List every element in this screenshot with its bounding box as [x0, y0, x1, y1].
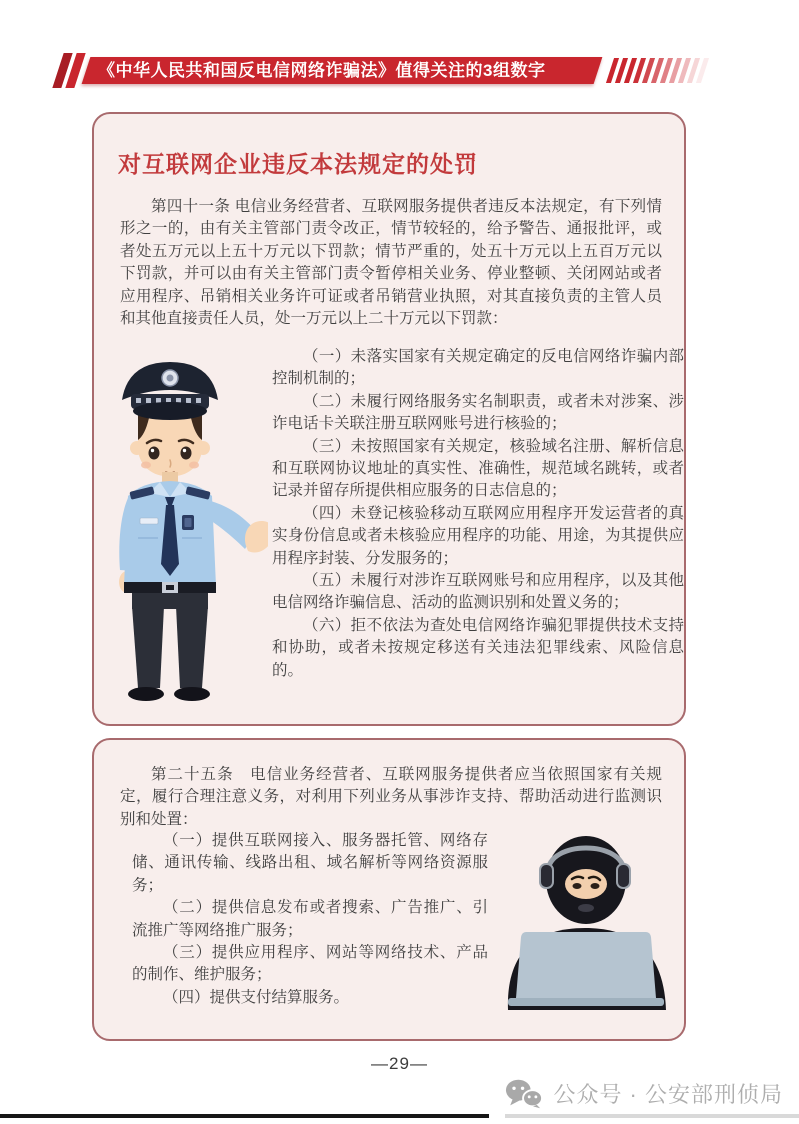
official-account-watermark — [505, 1078, 783, 1109]
hacker-illustration — [490, 828, 680, 1010]
penalty-item-list — [272, 346, 684, 682]
duty-item-list — [132, 830, 488, 1009]
bottom-bar-light-segment — [505, 1114, 799, 1118]
duty-list-item: （二）提供信息发布或者搜索、广告推广、引流推广等网络推广服务； — [132, 899, 488, 939]
duty-list-item: （三）提供应用程序、网站等网络技术、产品的制作、维护服务； — [132, 944, 488, 984]
penalty-intro-paragraph: 第四十一条 电信业务经营者、互联网服务提供者违反本法规定，有下列情形之一的，由有关主管部门责令改正，情节较轻的，给予警告、通报批评，或者处五万元以上五十万元以下罚款；情节严重的，处五十万元以上五百万元以下罚款，并可以由有关主管部门责令暂停相关业务、停业整顿、关闭网站或者应用程序、吊销相关业务许可证或者吊销营业执照，对其直接负责的主管人员和其他直接责任人员，处一万元以上二十万元以下罚款： — [120, 198, 662, 328]
duty-intro-paragraph: 第二十五条 电信业务经营者、互联网服务提供者应当依照国家有关规定，履行合理注意义务，对利用下列业务从事涉诈支持、帮助活动进行监测识别和处置： — [120, 766, 662, 828]
banner-title: 《中华人民共和国反电信网络诈骗法》值得关注的3组数字 — [98, 61, 546, 80]
duty-section-box — [92, 738, 686, 1041]
watermark-text: 公众号 · 公安部刑侦局 — [553, 1082, 783, 1107]
duty-list-item: （一）提供互联网接入、服务器托管、网络存储、通讯传输、线路出租、域名解析等网络资源服务； — [132, 832, 488, 894]
penalty-list-item: （二）未履行网络服务实名制职责，或者未对涉案、涉诈电话卡关联注册互联网账号进行核验的； — [272, 392, 684, 433]
bottom-edge-bar — [0, 1114, 799, 1118]
penalty-section-box — [92, 112, 686, 726]
wechat-icon — [505, 1078, 543, 1109]
page-number: —29— — [371, 1054, 428, 1073]
penalty-list-item: （三）未按照国家有关规定，核验域名注册、解析信息和互联网协议地址的真实性、准确性，规范域名跳转，或者记录并留存所提供相应服务的日志信息的； — [272, 437, 684, 500]
penalty-list-item: （一）未落实国家有关规定确定的反电信网络诈骗内部控制机制的； — [272, 348, 684, 388]
penalty-list-item: （四）未登记核验移动互联网应用程序开发运营者的真实身份信息或者未核验应用程序的功能、用途，为其提供应用程序封装、分发服务的； — [272, 504, 684, 567]
bottom-bar-dark-segment — [0, 1114, 489, 1118]
penalty-section-title: 对互联网企业违反本法规定的处罚 — [118, 151, 478, 177]
duty-list-item: （四）提供支付结算服务。 — [163, 988, 350, 1006]
penalty-list-item: （六）拒不依法为查处电信网络诈骗犯罪提供技术支持和协助，或者未按规定移送有关违法犯罪线索、风险信息的。 — [272, 616, 684, 679]
penalty-list-item: （五）未履行对涉诈互联网账号和应用程序，以及其他电信网络诈骗信息、活动的监测识别和处置义务的； — [272, 572, 684, 612]
police-officer-illustration — [108, 354, 268, 706]
